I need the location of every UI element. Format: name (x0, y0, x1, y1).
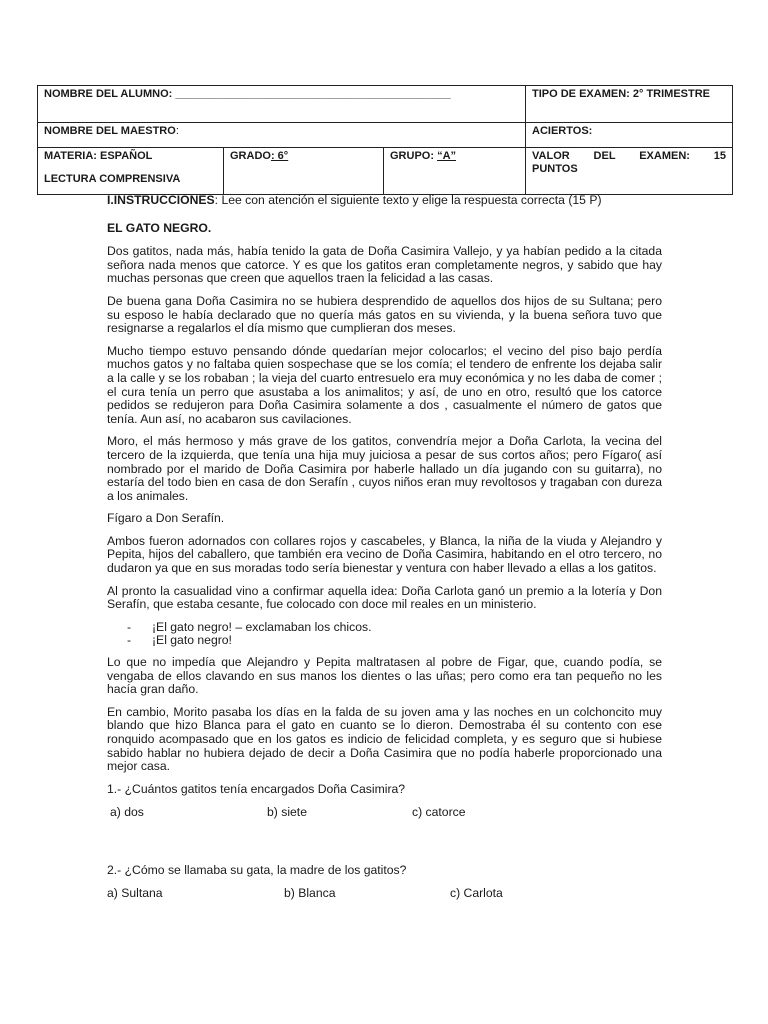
dash-bullet: - (127, 633, 132, 648)
student-name-label: NOMBRE DEL ALUMNO: (44, 88, 173, 100)
story-paragraph: En cambio, Morito pasaba los días en la falda de su joven ama y las noches en un colchoncito muy blando que hizo Blanca para el gato en cuanto se lo dieron. Demostraba él su contento con ese ronquido acompasado que en los gatos es indicio de felicidad completa, y es seguro que si hubiese sabido hablar no hubiera dejado de decir a Doña Casimira que no podía haberle proporcionado una mejor casa. (107, 704, 662, 774)
question-1 (107, 783, 662, 820)
story-title: EL GATO NEGRO. (107, 220, 212, 235)
teacher-name-cell (38, 123, 526, 148)
group-label: GRUPO: (390, 150, 438, 162)
exam-content (107, 194, 662, 910)
header-row-subject (38, 148, 733, 195)
exam-type-value: 2° TRIMESTRE (632, 88, 711, 100)
student-name-cell (38, 86, 526, 123)
exclamation-list (107, 621, 662, 648)
subject-label: MATERIA: ESPAÑOL (44, 150, 153, 162)
question-text: 2.- ¿Cómo se llamaba su gata, la madre de los gatitos? (107, 862, 407, 877)
instructions-label: I.INSTRUCCIONES (107, 193, 215, 207)
aciertos-cell (526, 123, 733, 148)
story-paragraph: De buena gana Doña Casimira no se hubiera desprendido de aquellos dos hijos de su Sultana; pero su esposo le había declarado que no quería más gatos en su vivienda, y la buena señora tuvo que resignarse a regalarlos el día mismo que cumplieran dos meses. (107, 293, 662, 336)
story-paragraph: Fígaro a Don Serafín. (107, 511, 225, 526)
instructions-text: : Lee con atención el siguiente texto y elige la respuesta correcta (15 P) (214, 193, 602, 207)
exam-type-cell (526, 86, 733, 123)
question-2 (107, 864, 662, 900)
group-cell (384, 148, 526, 195)
group-value: “A” (437, 150, 457, 162)
exam-value-label: VALOR DEL EXAMEN: 15 (532, 150, 727, 162)
instructions (107, 194, 662, 208)
header-row-student (38, 86, 733, 123)
answer-option-a[interactable]: a) Sultana (107, 885, 163, 900)
answer-option-b[interactable]: b) Blanca (284, 885, 336, 900)
aciertos-label: ACIERTOS: (532, 125, 593, 137)
list-item-text: ¡El gato negro! (152, 633, 232, 648)
grade-value: : 6° (270, 150, 289, 162)
student-name-line: _____________________________________________ (175, 88, 451, 100)
story-paragraph: Moro, el más hermoso y más grave de los gatitos, convendría mejor a Doña Carlota, la vecina del tercero de la izquierda, que tenía una hija muy juiciosa a pesar de sus cortos años; pero Fígaro( así nombrado por el marido de Doña Casimira por haberle hallado un día jugando con su guitarra), no estaría del todo bien en casa de don Serafín , cuyos niños eran muy revoltosos y tragaban con dureza a los animales. (107, 434, 662, 503)
question-text: 1.- ¿Cuántos gatitos tenía encargados Doña Casimira? (107, 781, 406, 796)
story-paragraph: Mucho tiempo estuvo pensando dónde quedarían mejor colocarlos; el vecino del piso bajo perdía muchos gatos y no faltaba quien sospechase que se los comía; el tendero de enfrente los dejaba salir a la calle y se los robaban ; la vieja del cuarto entresuelo era muy económica y no les daba de comer ; el cura tenía un perro que asustaba a los animalitos; y así, de uno en otro, resultó que los catorce pedidos se redujeron para Doña Casimira solamente a dos , casualmente el número de gatos que tenía. Aun así, no acabaron sus cavilaciones. (107, 343, 662, 426)
list-item-text: ¡El gato negro! – exclamaban los chicos. (152, 619, 372, 634)
list-item (107, 634, 662, 648)
answer-options (107, 887, 662, 901)
subject-sub-label: LECTURA COMPRENSIVA (44, 173, 181, 185)
story-paragraph: Al pronto la casualidad vino a confirmar aquella idea: Doña Carlota ganó un premio a la lotería y Don Serafín, que estaba cesante, fue colocado con doce mil reales en un ministerio. (107, 583, 662, 612)
dash-bullet: - (127, 619, 132, 634)
teacher-name-colon: : (175, 125, 179, 137)
teacher-name-label: NOMBRE DEL MAESTRO (44, 125, 176, 137)
story-paragraph: Dos gatitos, nada más, había tenido la gata de Doña Casimira Vallejo, y ya habían pedido a la citada señora nada menos que catorce. Y es que los gatitos eran completamente negros, y sabido que hay muchas personas que creen que aquellos traen la felicidad a las casas. (107, 244, 662, 286)
answer-option-c[interactable]: c) Carlota (450, 885, 503, 900)
exam-value-unit: PUNTOS (532, 163, 578, 175)
answer-option-c[interactable]: c) catorce (412, 805, 466, 820)
subject-cell (38, 148, 224, 195)
exam-value-cell (526, 148, 733, 195)
grade-label: GRADO (230, 150, 271, 162)
story-paragraph: Ambos fueron adornados con collares rojos y cascabeles, y Blanca, la niña de la viuda y Alejandro y Pepita, hijos del caballero, que también era vecino de Doña Casimira, habitando en el otro tercero, no dudaron ya que en sus moradas todo sería bienestar y ventura con haber llevado a ellas a los gatitos. (107, 533, 662, 576)
answer-option-b[interactable]: b) siete (267, 805, 307, 820)
list-item (107, 621, 662, 635)
exam-type-label: TIPO DE EXAMEN: (532, 88, 630, 100)
grade-cell (224, 148, 384, 195)
story-paragraph: Lo que no impedía que Alejandro y Pepita maltratasen al pobre de Figar, que, cuando podía, se vengaba de ellos clavando en sus manos los dientes o las uñas; pero como era tan pequeño no les hacía gran daño. (107, 655, 662, 697)
answer-options (107, 806, 662, 820)
header-row-teacher (38, 123, 733, 148)
exam-header-table (37, 85, 733, 195)
answer-option-a[interactable]: a) dos (110, 805, 144, 820)
